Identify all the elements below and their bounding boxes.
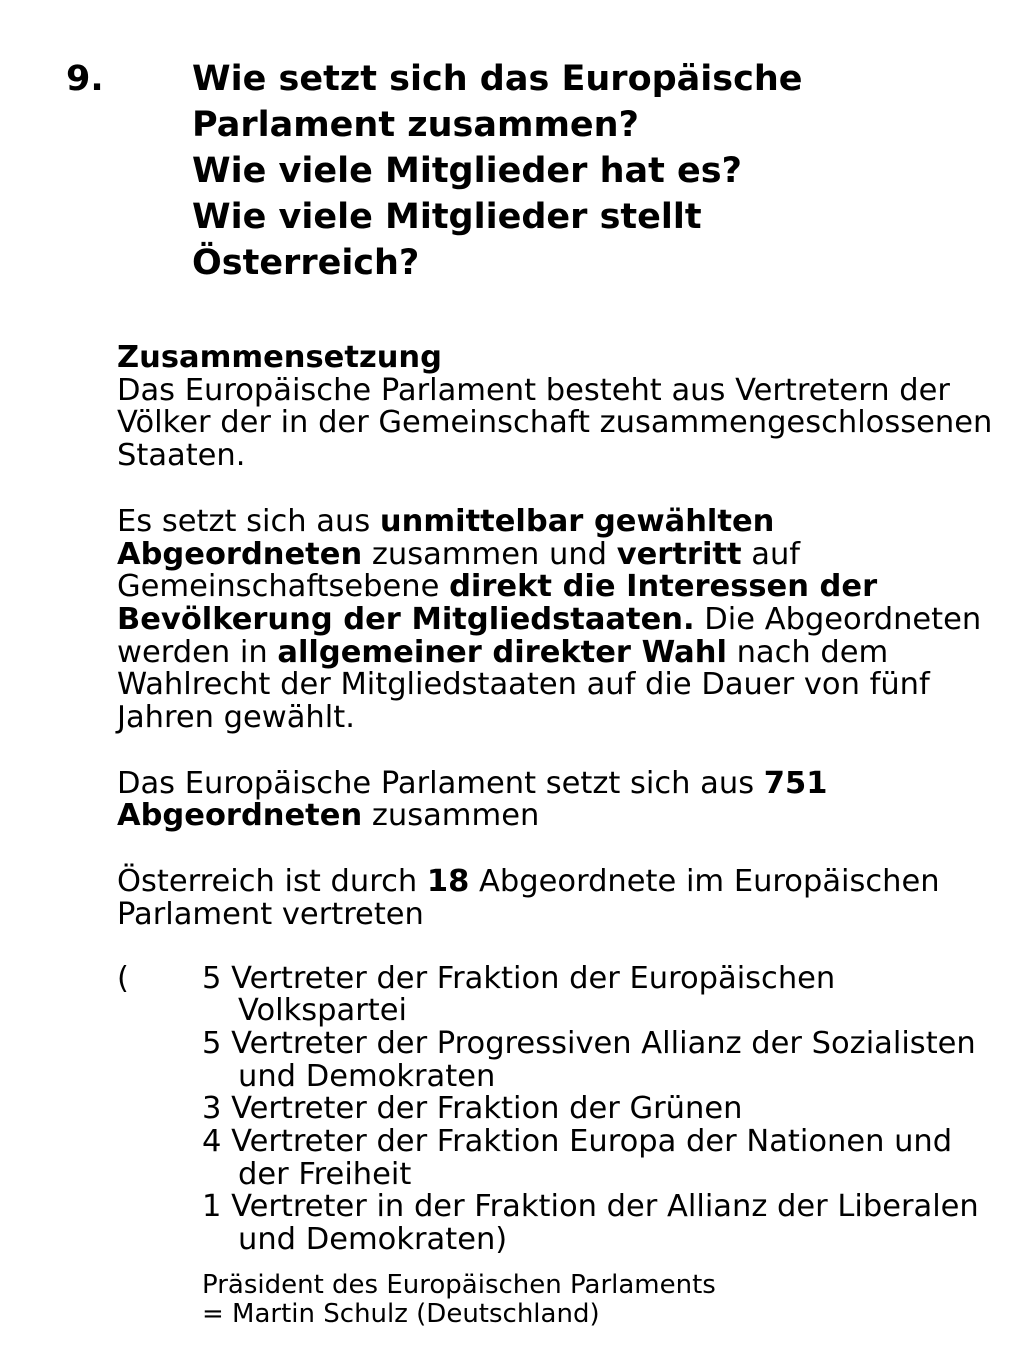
text-run: Abgeordnete im Europäischen Parlament vertreten <box>117 864 940 932</box>
faction-list <box>117 960 997 1258</box>
text-run: auf Gemeinschaftsebene <box>117 536 801 605</box>
faction-item: 1 Vertreter in der Fraktion der Allianz der Liberalen und Demokraten) <box>202 1189 979 1258</box>
question-lines <box>192 56 986 286</box>
text-run: Es setzt sich aus <box>117 503 380 539</box>
member-count-paragraph <box>117 765 997 834</box>
bold-run: direkt die Interessen der Bevölkerung der Mitgliedstaaten. <box>117 569 878 637</box>
bold-run: unmittelbar gewählten Abgeordneten <box>117 503 775 572</box>
section-title: Zusammensetzung <box>117 340 442 375</box>
text-run: Das Europäische Parlament setzt sich aus <box>117 765 764 801</box>
text-run: Österreich ist durch <box>117 864 427 900</box>
open-parenthesis: ( <box>117 960 129 996</box>
bold-run: 751 Abgeordneten <box>117 765 828 834</box>
text-run: nach dem Wahlrecht der Mitgliedstaaten auf die Dauer von fünf Jahren gewählt. <box>117 634 930 736</box>
answer-content <box>117 342 997 1329</box>
question-line: Österreich? <box>192 243 420 283</box>
question-line: Wie setzt sich das Europäische <box>192 59 803 99</box>
composition-paragraph: Das Europäische Parlament besteht aus Vertretern der Völker der in der Gemeinschaft zusammengeschlossenen Staaten. <box>117 372 993 474</box>
president-label: Präsident des Europäischen Parlaments <box>202 1269 716 1300</box>
bold-run: 18 <box>426 864 470 900</box>
question-line: Wie viele Mitglieder stellt <box>192 197 702 237</box>
question-heading <box>66 56 986 286</box>
faction-item: 5 Vertreter der Fraktion der Europäischen Volkspartei <box>202 960 836 1029</box>
president-note <box>202 1271 997 1329</box>
bold-run: vertritt <box>616 536 742 572</box>
text-run: zusammen und <box>362 536 617 572</box>
text-run: Die Abgeordneten werden in <box>117 601 982 670</box>
austria-paragraph <box>117 866 997 931</box>
faction-item: 5 Vertreter der Progressiven Allianz der Sozialisten und Demokraten <box>202 1025 976 1094</box>
president-name: = Martin Schulz (Deutschland) <box>202 1298 600 1329</box>
election-paragraph <box>117 503 997 736</box>
faction-item: 3 Vertreter der Fraktion der Grünen <box>202 1091 743 1127</box>
faction-item: 4 Vertreter der Fraktion Europa der Nationen und der Freiheit <box>202 1124 953 1192</box>
text-run: zusammen <box>362 798 540 834</box>
bold-run: allgemeiner direkter Wahl <box>277 634 727 670</box>
question-line: Parlament zusammen? <box>192 105 639 145</box>
question-line: Wie viele Mitglieder hat es? <box>192 151 742 191</box>
question-number: 9. <box>66 59 104 99</box>
